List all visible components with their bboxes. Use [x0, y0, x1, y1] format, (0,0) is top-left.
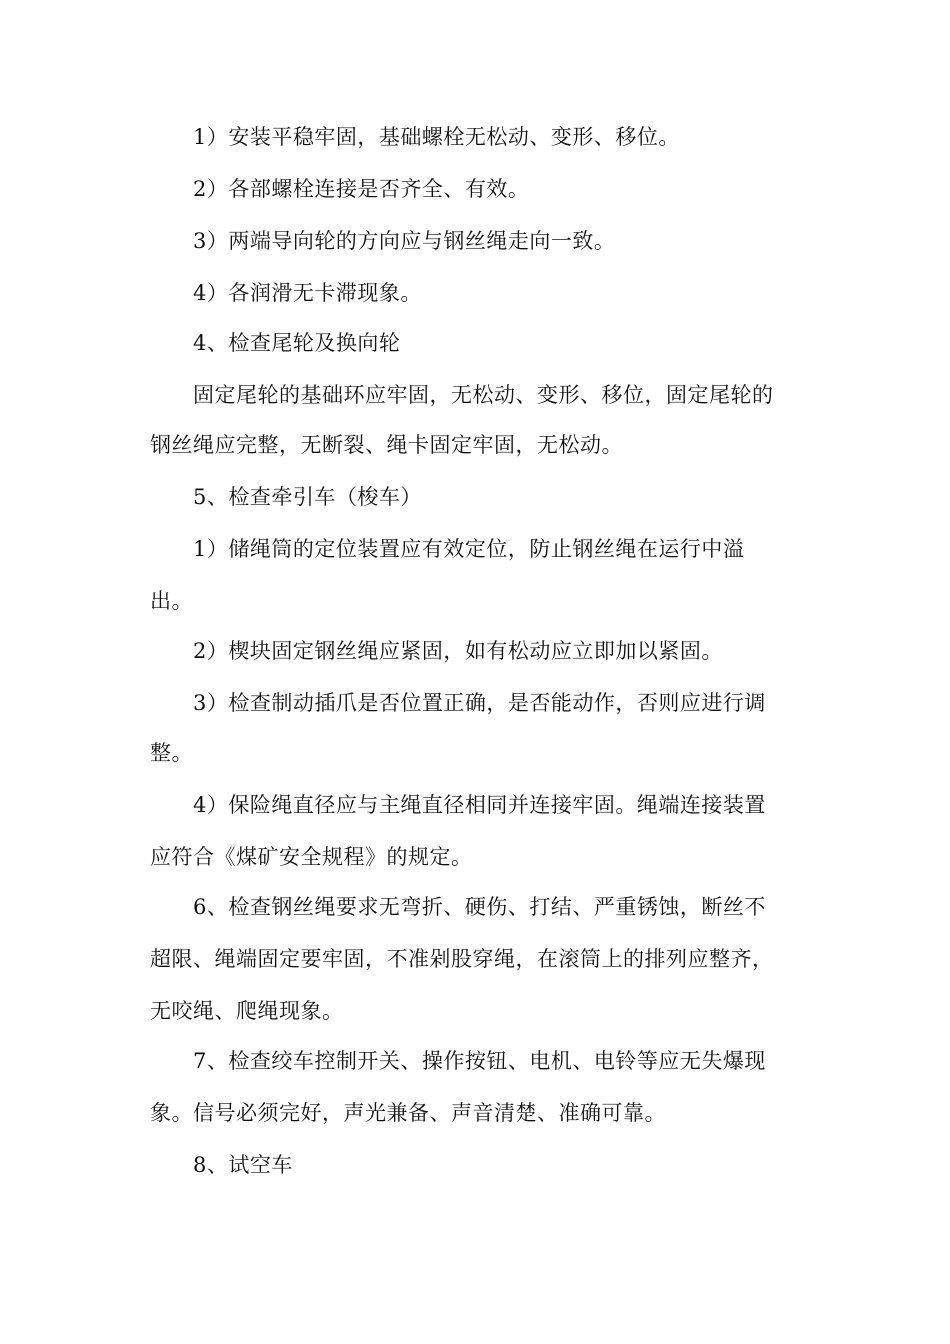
line-text: 1）安装平稳牢固，基础螺栓无松动、变形、移位。: [193, 125, 680, 149]
paragraph-line: [150, 779, 800, 831]
line-text: 应符合《煤矿安全规程》的规定。: [150, 845, 473, 869]
paragraph-line: [150, 1087, 800, 1139]
line-text: 1）储绳筒的定位装置应有效定位，防止钢丝绳在运行中溢: [193, 537, 745, 561]
section-heading: [150, 1035, 800, 1087]
paragraph-line: [150, 215, 800, 267]
paragraph-line: [150, 727, 800, 779]
line-text: 4）保险绳直径应与主绳直径相同并连接牢固。绳端连接装置: [193, 793, 766, 817]
section-heading: [150, 1139, 800, 1191]
line-text: 超限、绳端固定要牢固，不准剁股穿绳，在滚筒上的排列应整齐，: [150, 947, 774, 971]
line-text: 整。: [150, 741, 193, 765]
section-heading: [150, 317, 800, 369]
line-text: 2）各部螺栓连接是否齐全、有效。: [193, 177, 530, 201]
paragraph-line: [150, 677, 800, 729]
line-text: 3）检查制动插爪是否位置正确，是否能动作，否则应进行调: [193, 691, 766, 715]
line-text: 象。信号必须完好，声光兼备、声音清楚、准确可靠。: [150, 1101, 666, 1125]
line-text: 5、检查牵引车（梭车）: [193, 485, 422, 509]
paragraph-line: [150, 625, 800, 677]
paragraph-line: [150, 985, 800, 1037]
section-heading: [150, 471, 800, 523]
section-heading: [150, 881, 800, 933]
paragraph-line: [150, 267, 800, 319]
line-text: 3）两端导向轮的方向应与钢丝绳走向一致。: [193, 229, 616, 253]
line-text: 4、检查尾轮及换向轮: [193, 331, 401, 355]
line-text: 2）楔块固定钢丝绳应紧固，如有松动应立即加以紧固。: [193, 639, 723, 663]
line-text: 钢丝绳应完整，无断裂、绳卡固定牢固，无松动。: [150, 433, 623, 457]
paragraph-line: [150, 831, 800, 883]
line-text: 固定尾轮的基础环应牢固，无松动、变形、移位，固定尾轮的: [193, 383, 774, 407]
line-text: 8、试空车: [193, 1153, 293, 1177]
line-text: 出。: [150, 589, 193, 613]
paragraph-line: [150, 369, 800, 421]
line-text: 4）各润滑无卡滞现象。: [193, 281, 422, 305]
paragraph-line: [150, 419, 800, 471]
line-text: 无咬绳、爬绳现象。: [150, 999, 344, 1023]
paragraph-line: [150, 163, 800, 215]
paragraph-line: [150, 933, 800, 985]
line-text: 7、检查绞车控制开关、操作按钮、电机、电铃等应无失爆现: [193, 1049, 766, 1073]
paragraph-line: [150, 111, 800, 163]
paragraph-line: [150, 575, 800, 627]
line-text: 6、检查钢丝绳要求无弯折、硬伤、打结、严重锈蚀，断丝不: [193, 895, 766, 919]
paragraph-line: [150, 523, 800, 575]
